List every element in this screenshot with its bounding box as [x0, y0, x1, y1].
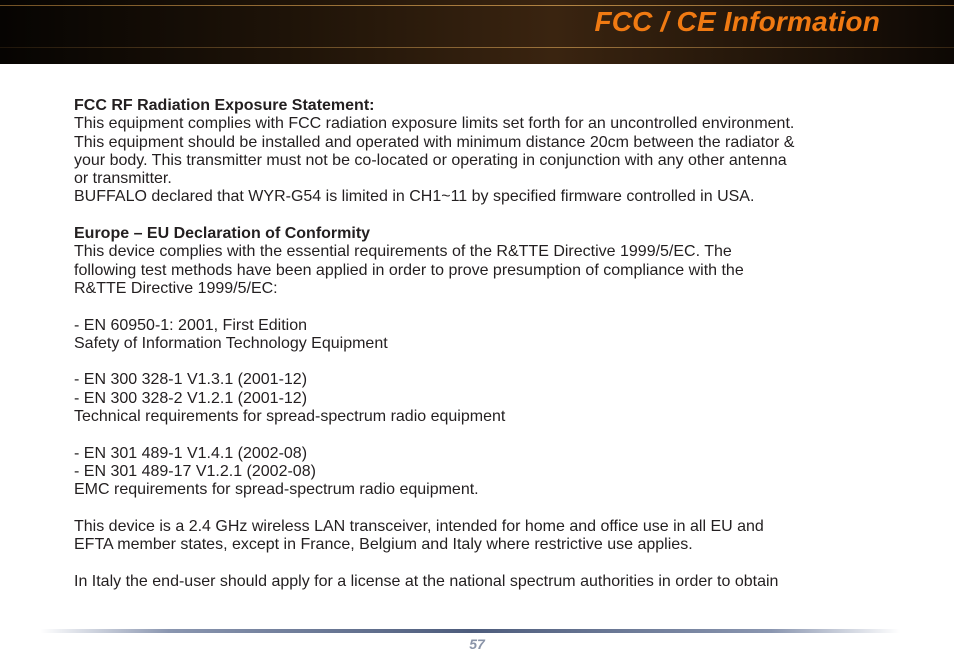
document-body: [74, 97, 886, 591]
paragraph-gap: [74, 500, 886, 518]
standard-item: - EN 60950-1: 2001, First Edition: [74, 316, 308, 334]
usage-line: This device is a 2.4 GHz wireless LAN transceiver, intended for home and office use in all EU and: [74, 517, 764, 535]
eu-line: R&TTE Directive 1999/5/EC:: [74, 279, 278, 297]
eu-heading: Europe – EU Declaration of Conformity: [74, 225, 371, 243]
italy-line: In Italy the end-user should apply for a license at the national spectrum authorities in order to obtain: [74, 572, 779, 590]
paragraph-gap: [74, 554, 886, 572]
eu-line: This device complies with the essential requirements of the R&TTE Directive 1999/5/EC. The: [74, 243, 732, 261]
fcc-line: or transmitter.: [74, 170, 172, 188]
header-rule-bottom: [0, 47, 954, 48]
page-header: [0, 0, 954, 64]
paragraph-gap: [74, 353, 886, 371]
usage-line: EFTA member states, except in France, Belgium and Italy where restrictive use applies.: [74, 536, 693, 554]
standard-description: Technical requirements for spread-spectrum radio equipment: [74, 408, 506, 426]
fcc-line: This equipment complies with FCC radiation exposure limits set forth for an uncontrolled environment.: [74, 115, 795, 133]
fcc-line: BUFFALO declared that WYR-G54 is limited in CH1~11 by specified firmware controlled in USA.: [74, 188, 755, 206]
page-title: FCC / CE Information: [594, 6, 880, 37]
standard-item: - EN 301 489-1 V1.4.1 (2002-08): [74, 444, 308, 462]
standard-description: EMC requirements for spread-spectrum radio equipment.: [74, 481, 479, 499]
standard-description: Safety of Information Technology Equipment: [74, 334, 388, 352]
fcc-line: This equipment should be installed and operated with minimum distance 20cm between the radiator &: [74, 133, 795, 151]
paragraph-gap: [74, 426, 886, 444]
standard-item: - EN 300 328-2 V1.2.1 (2001-12): [74, 389, 308, 407]
fcc-heading: FCC RF Radiation Exposure Statement:: [74, 97, 375, 114]
fcc-line: your body. This transmitter must not be co-located or operating in conjunction with any other antenna: [74, 151, 787, 169]
page-number: 57: [469, 636, 485, 652]
paragraph-gap: [74, 298, 886, 316]
standard-item: - EN 300 328-1 V1.3.1 (2001-12): [74, 371, 308, 389]
paragraph-gap: [74, 207, 886, 225]
footer-rule: [40, 629, 900, 633]
eu-line: following test methods have been applied in order to prove presumption of compliance with the: [74, 261, 744, 279]
standard-item: - EN 301 489-17 V1.2.1 (2002-08): [74, 462, 316, 480]
